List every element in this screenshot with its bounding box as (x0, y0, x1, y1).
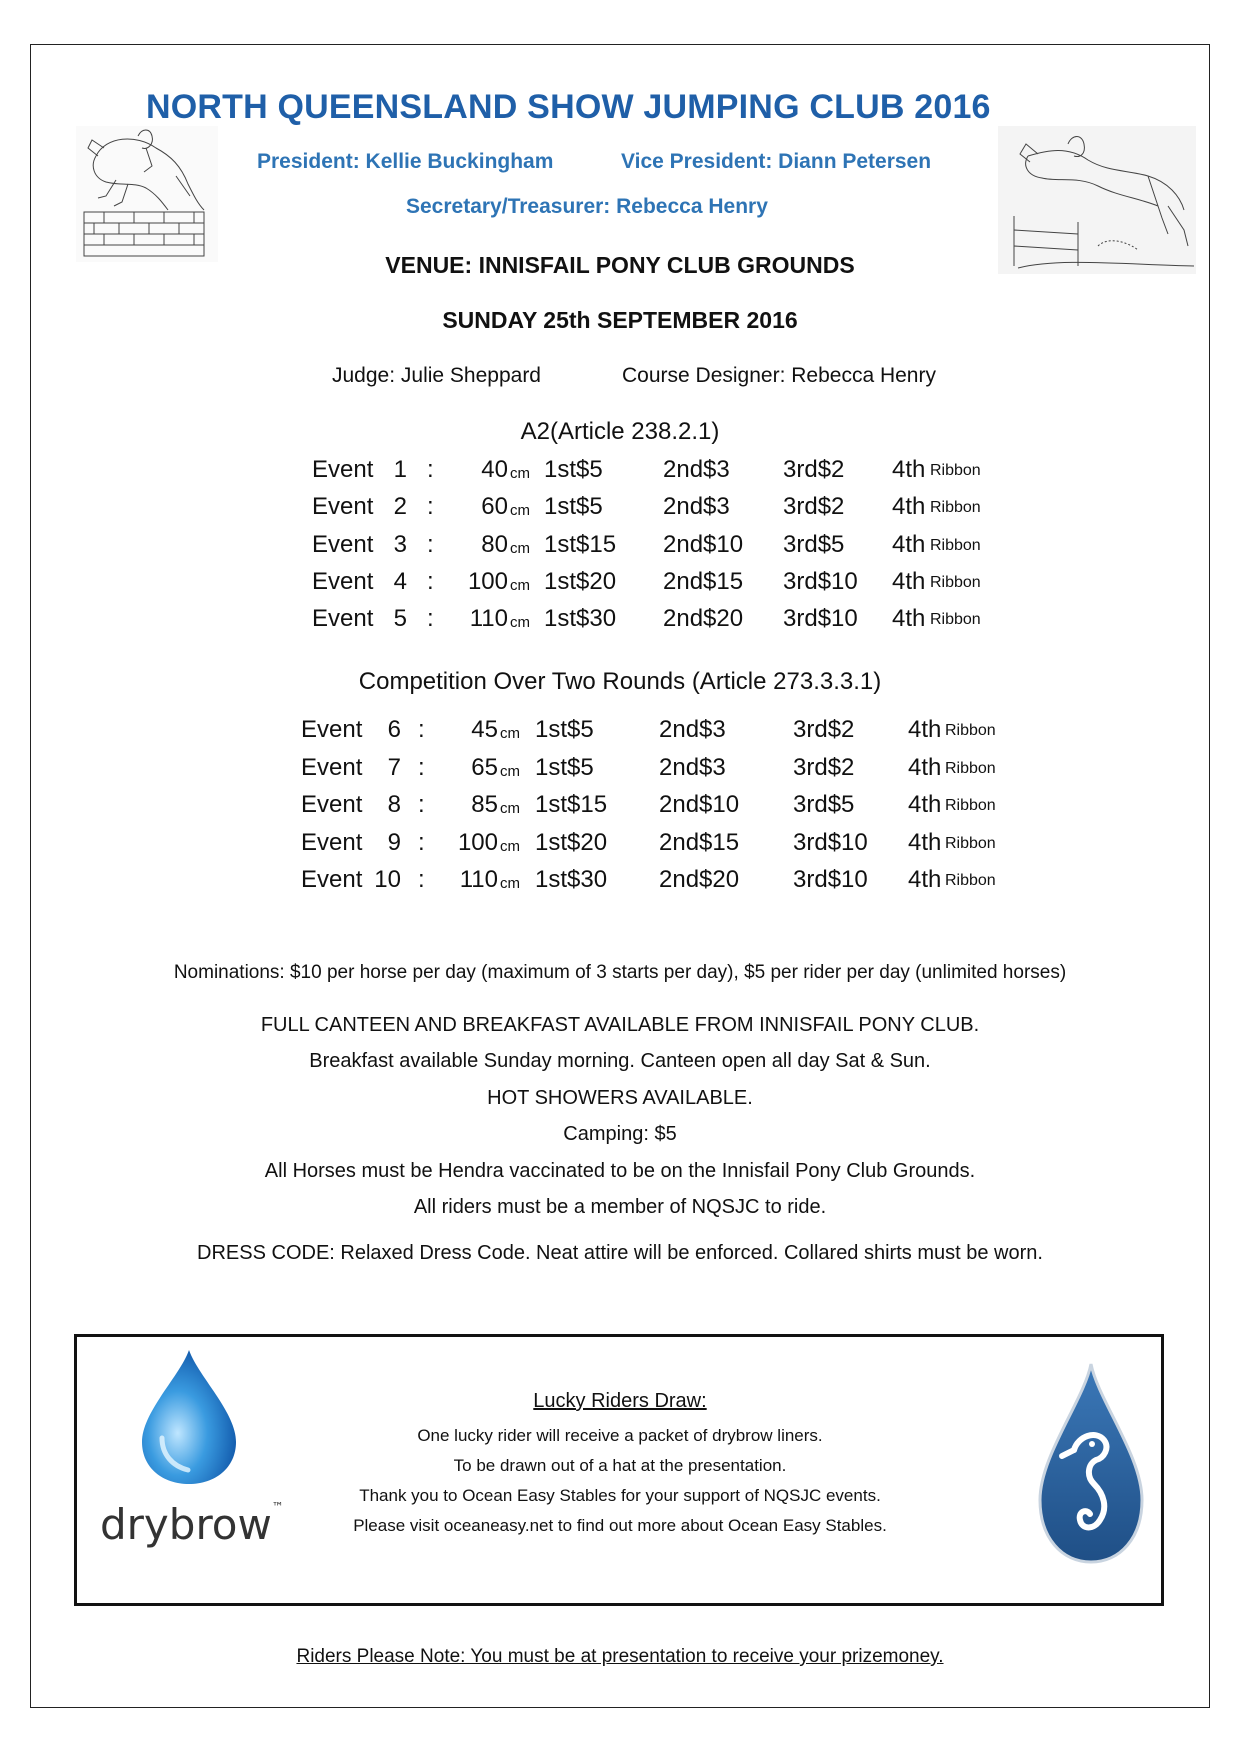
third-prize: 3rd$10 (793, 866, 868, 894)
fourth-place: 4th (908, 866, 942, 894)
second-prize: 2nd$3 (659, 716, 726, 743)
event-height-unit: cm (510, 465, 530, 482)
dress-code: DRESS CODE: Relaxed Dress Code. Neat attire will be enforced. Collared shirts must be worn. (197, 1242, 1043, 1264)
event-row (0, 605, 1240, 639)
draw-line: To be drawn out of a hat at the presentation. (453, 1456, 787, 1475)
event-number: 10 (374, 866, 401, 894)
event-label: Event (301, 716, 363, 743)
event-number: 6 (387, 716, 401, 743)
fourth-prize: Ribbon (930, 499, 981, 517)
course-designer: Course Designer: Rebecca Henry (622, 364, 936, 387)
third-prize: 3rd$10 (783, 567, 858, 595)
event-colon: : (427, 605, 434, 633)
horse-jumping-wall-illustration (76, 126, 218, 262)
second-prize: 2nd$10 (659, 791, 740, 819)
fourth-place: 4th (908, 716, 942, 743)
second-prize: 2nd$10 (663, 530, 744, 558)
fourth-prize: Ribbon (930, 462, 981, 479)
event-number: 8 (387, 791, 401, 819)
draw-line: Please visit oceaneasy.net to find out more about Ocean Easy Stables. (353, 1516, 887, 1535)
vice-president: Vice President: Diann Petersen (621, 150, 932, 173)
event-label: Event (312, 456, 374, 483)
event-colon: : (418, 828, 425, 856)
event-height-unit: cm (500, 875, 520, 893)
riders-note: Riders Please Note: You must be at presentation to receive your prizemoney. (296, 1646, 944, 1667)
event-number: 4 (393, 567, 407, 595)
event-label: Event (312, 493, 374, 521)
first-prize: 1st$5 (535, 753, 594, 781)
event-colon: : (418, 753, 425, 781)
event-height: 40 (481, 456, 508, 483)
draw-line: One lucky rider will receive a packet of drybrow liners. (417, 1426, 823, 1445)
second-prize: 2nd$15 (663, 567, 744, 595)
event-row (0, 829, 1240, 863)
event-label: Event (312, 567, 374, 595)
first-prize: 1st$15 (535, 791, 608, 819)
fourth-prize: Ribbon (930, 611, 981, 629)
event-height-unit: cm (500, 800, 520, 818)
event-label: Event (301, 866, 363, 894)
third-prize: 3rd$2 (783, 456, 845, 483)
draw-line: Thank you to Ocean Easy Stables for your support of NQSJC events. (359, 1486, 881, 1505)
fourth-prize: Ribbon (930, 573, 981, 591)
event-height: 100 (467, 567, 508, 595)
event-number: 3 (393, 530, 407, 558)
event-label: Event (301, 753, 363, 781)
event-colon: : (427, 567, 434, 595)
third-prize: 3rd$5 (793, 791, 855, 819)
event-height: 80 (481, 530, 508, 558)
info-line: FULL CANTEEN AND BREAKFAST AVAILABLE FROM INNISFAIL PONY CLUB. (260, 1014, 980, 1036)
event-row (0, 456, 1240, 490)
fourth-place: 4th (892, 493, 926, 521)
fourth-prize: Ribbon (945, 872, 996, 890)
event-number: 9 (387, 828, 401, 856)
event-height-unit: cm (510, 614, 530, 632)
event-label: Event (301, 828, 363, 856)
fourth-place: 4th (892, 456, 926, 483)
president: President: Kellie Buckingham (257, 150, 554, 173)
venue: VENUE: INNISFAIL PONY CLUB GROUNDS (385, 252, 855, 278)
event-colon: : (418, 866, 425, 894)
second-prize: 2nd$20 (663, 605, 744, 633)
event-number: 7 (387, 753, 401, 781)
info-line: HOT SHOWERS AVAILABLE. (487, 1087, 753, 1109)
fourth-place: 4th (892, 530, 926, 558)
info-line: Camping: $5 (563, 1123, 677, 1145)
event-height-unit: cm (500, 837, 520, 855)
event-colon: : (427, 456, 434, 483)
fourth-place: 4th (908, 791, 942, 819)
event-label: Event (312, 530, 374, 558)
event-label: Event (312, 605, 374, 633)
second-prize: 2nd$20 (659, 866, 740, 894)
event-height: 60 (481, 493, 508, 521)
nominations: Nominations: $10 per horse per day (maximum of 3 starts per day), $5 per rider per day (unlimited horses) (173, 962, 1067, 983)
fourth-place: 4th (908, 828, 942, 856)
second-prize: 2nd$3 (663, 456, 730, 483)
event-row (0, 568, 1240, 602)
event-height-unit: cm (510, 576, 530, 594)
event-row (0, 531, 1240, 565)
second-prize: 2nd$15 (659, 828, 740, 856)
lucky-riders-draw-title: Lucky Riders Draw: (533, 1390, 707, 1412)
second-prize: 2nd$3 (659, 753, 726, 781)
first-prize: 1st$5 (535, 716, 594, 743)
event-height: 65 (471, 753, 498, 781)
judge: Judge: Julie Sheppard (332, 364, 541, 387)
event-height: 45 (471, 716, 498, 743)
trademark-symbol: ™ (271, 1500, 284, 1514)
fourth-place: 4th (892, 567, 926, 595)
event-height: 100 (457, 828, 498, 856)
third-prize: 3rd$2 (793, 716, 855, 743)
fourth-place: 4th (892, 605, 926, 633)
event-date: SUNDAY 25th SEPTEMBER 2016 (442, 307, 798, 333)
event-height: 110 (459, 866, 498, 894)
info-line: All riders must be a member of NQSJC to ride. (413, 1196, 827, 1218)
event-label: Event (301, 791, 363, 819)
club-title: NORTH QUEENSLAND SHOW JUMPING CLUB 2016 (146, 88, 991, 126)
ocean-easy-seahorse-drop-logo (1034, 1360, 1148, 1568)
event-number: 1 (393, 456, 407, 483)
first-prize: 1st$5 (544, 493, 603, 521)
fourth-prize: Ribbon (945, 834, 996, 852)
event-row (0, 716, 1240, 750)
event-height: 85 (471, 791, 498, 819)
fourth-place: 4th (908, 753, 942, 781)
event-colon: : (418, 716, 425, 743)
fourth-prize: Ribbon (945, 722, 996, 739)
second-prize: 2nd$3 (663, 493, 730, 521)
drybrow-logo-text: drybrow (100, 1500, 272, 1549)
event-number: 5 (393, 605, 407, 633)
first-prize: 1st$30 (544, 605, 617, 633)
event-height: 110 (469, 605, 508, 633)
third-prize: 3rd$2 (783, 493, 845, 521)
fourth-prize: Ribbon (930, 536, 981, 554)
event-height-unit: cm (510, 502, 530, 520)
first-prize: 1st$20 (535, 828, 608, 856)
first-prize: 1st$20 (544, 567, 617, 595)
section-title-a2: A2(Article 238.2.1) (520, 418, 720, 445)
event-colon: : (427, 493, 434, 521)
event-height-unit: cm (500, 725, 520, 742)
event-row (0, 866, 1240, 900)
third-prize: 3rd$5 (783, 530, 845, 558)
first-prize: 1st$5 (544, 456, 603, 483)
first-prize: 1st$30 (535, 866, 608, 894)
event-row (0, 754, 1240, 788)
first-prize: 1st$15 (544, 530, 617, 558)
event-colon: : (418, 791, 425, 819)
info-line: Breakfast available Sunday morning. Canteen open all day Sat & Sun. (309, 1050, 931, 1072)
fourth-prize: Ribbon (945, 797, 996, 815)
event-row (0, 791, 1240, 825)
event-colon: : (427, 530, 434, 558)
third-prize: 3rd$10 (783, 605, 858, 633)
event-number: 2 (393, 493, 407, 521)
third-prize: 3rd$10 (793, 828, 868, 856)
secretary-treasurer: Secretary/Treasurer: Rebecca Henry (406, 195, 768, 218)
info-line: All Horses must be Hendra vaccinated to be on the Innisfail Pony Club Grounds. (264, 1160, 976, 1182)
third-prize: 3rd$2 (793, 753, 855, 781)
event-height-unit: cm (500, 762, 520, 780)
section-title-two-rounds: Competition Over Two Rounds (Article 273.3.3.1) (358, 668, 882, 695)
event-row (0, 493, 1240, 527)
event-height-unit: cm (510, 539, 530, 557)
fourth-prize: Ribbon (945, 759, 996, 777)
